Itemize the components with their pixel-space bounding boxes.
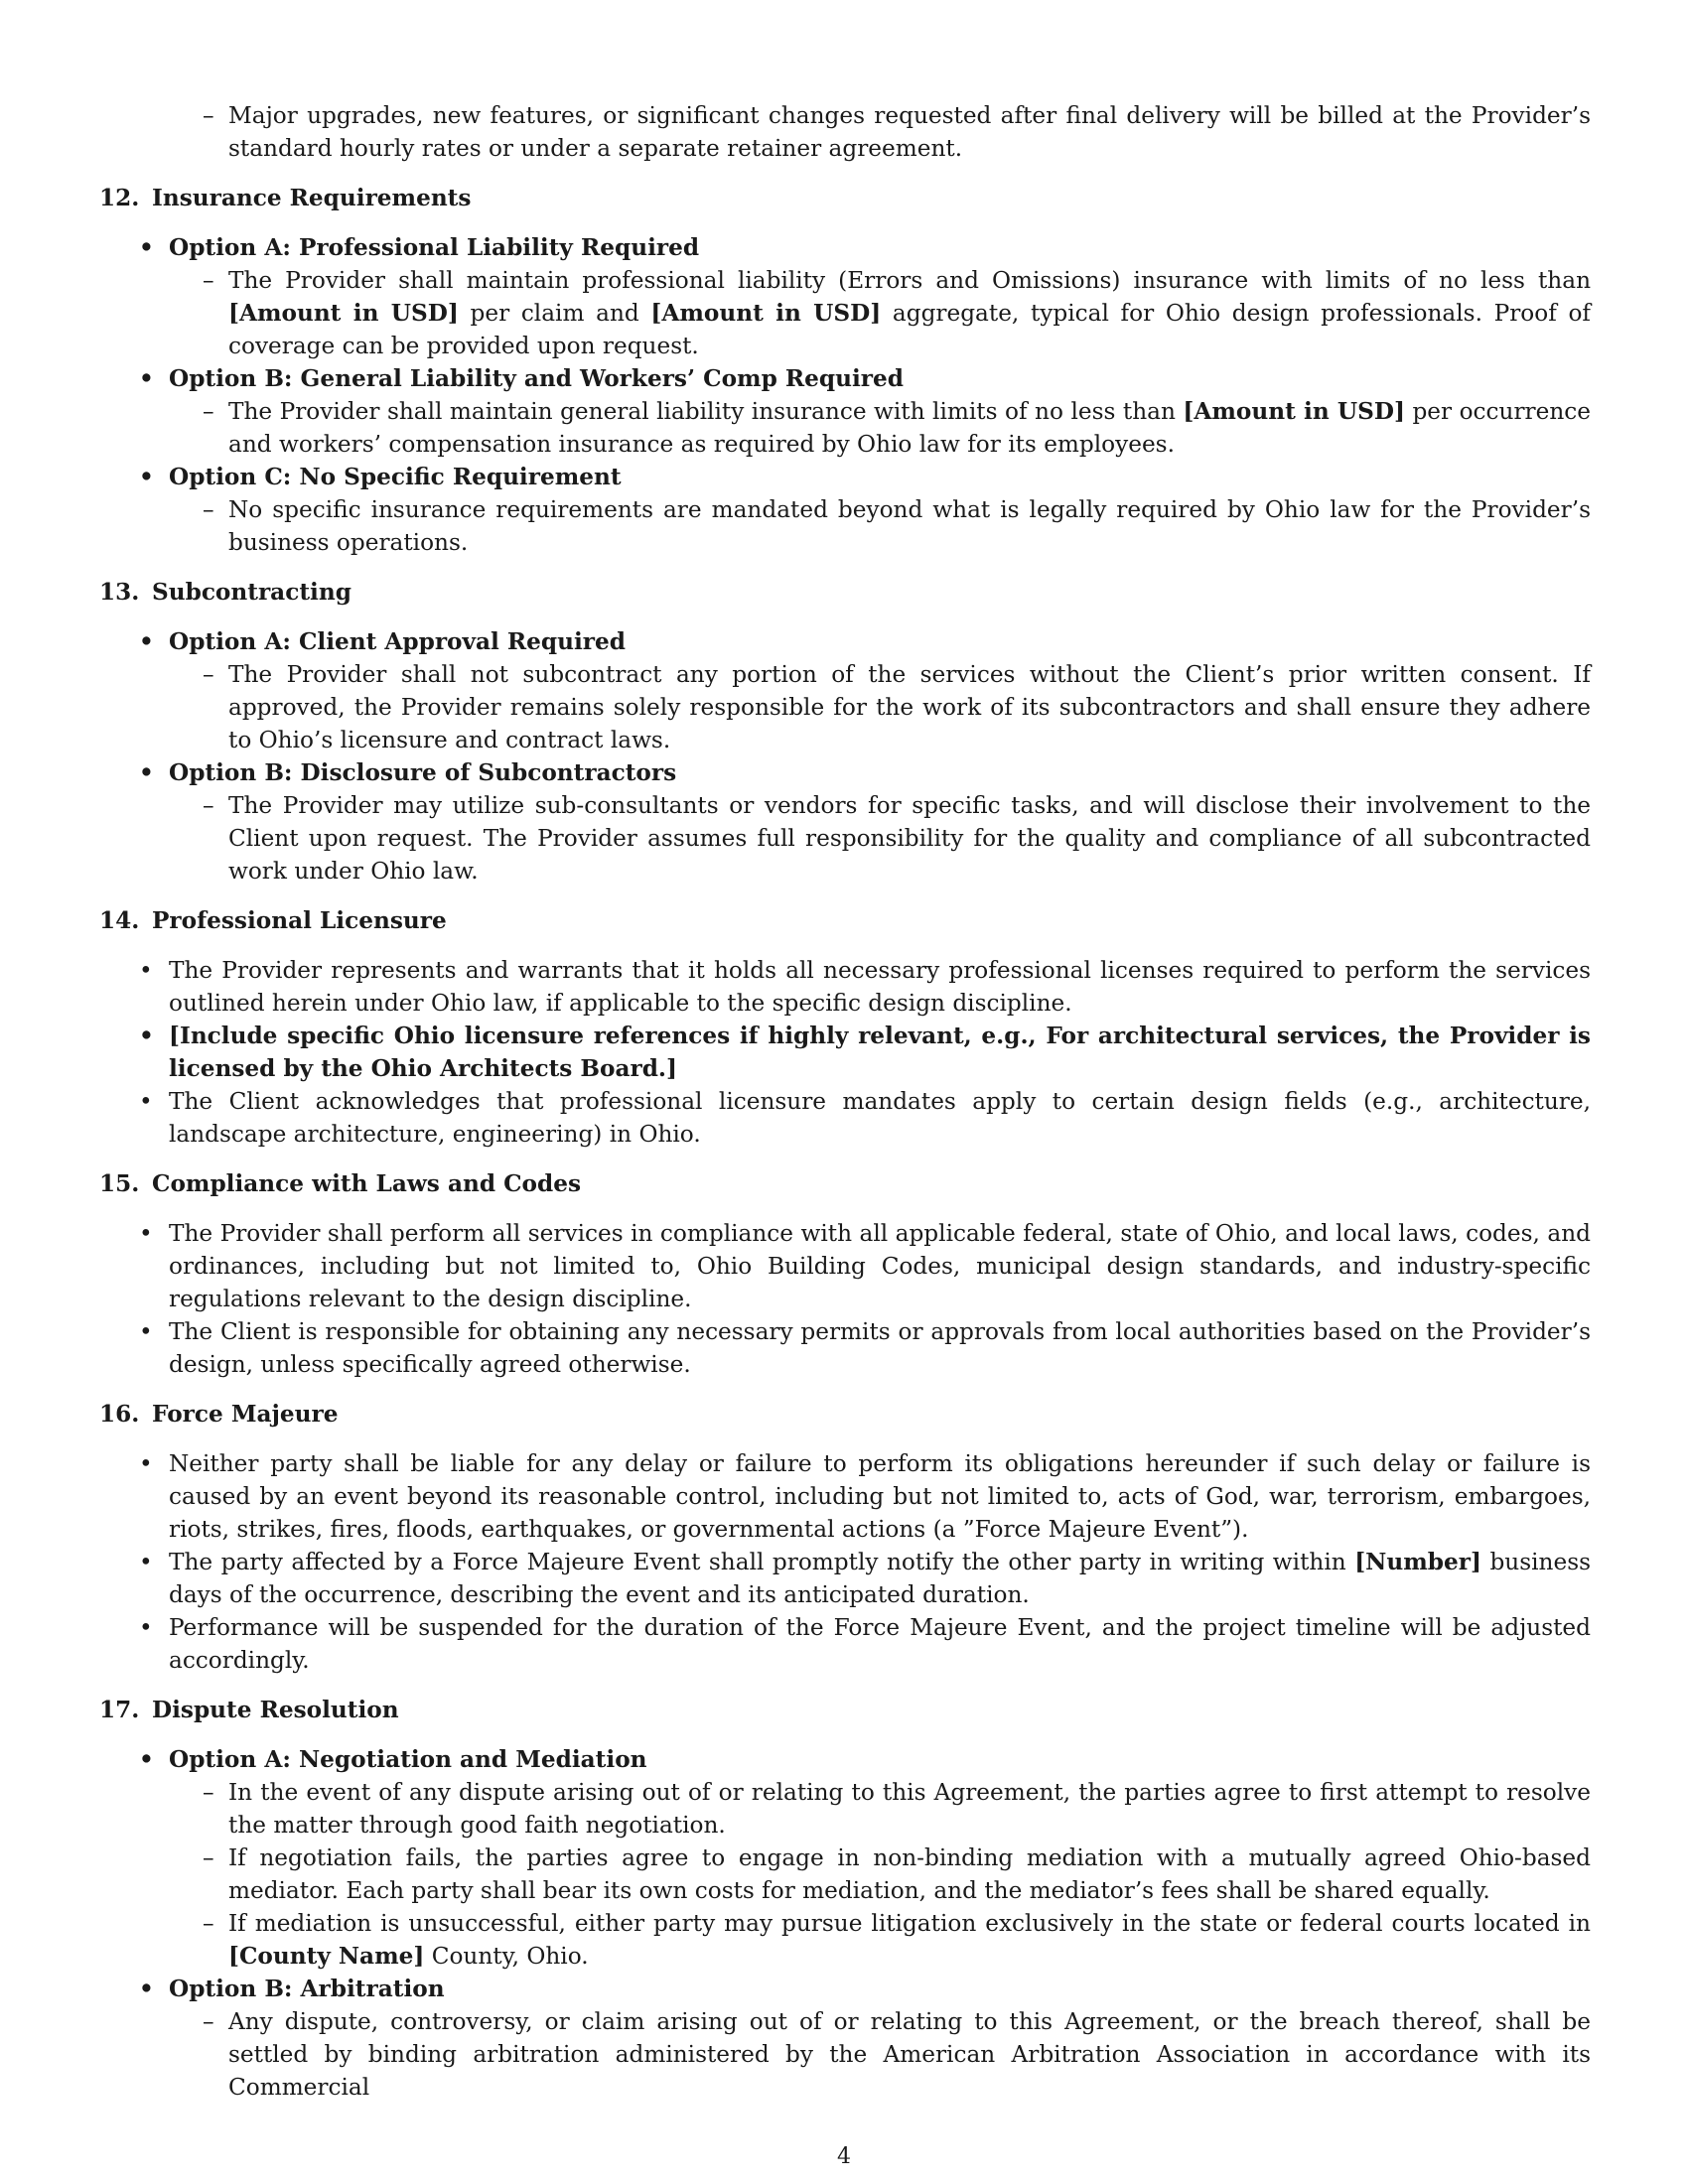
option-b-text: – The Provider may utilize sub-consultants or vendors for specific tasks, and will disclose their involvement to the Client upon request. The Provider assumes full responsibility for the quality and compliance of all subcontracted work under Ohio law. — [99, 789, 1591, 887]
section-12-heading — [99, 182, 1591, 214]
option-a-text: – The Provider shall not subcontract any portion of the services without the Client’s prior written consent. If approved, the Provider remains solely responsible for the work of its subcontractors and shall ensure they adhere to Ohio’s licensure and contract laws. — [99, 658, 1591, 756]
option-b-label: • Option B: General Liability and Workers’ Comp Required — [99, 362, 1591, 395]
section-number: 16. — [99, 1401, 140, 1428]
option-a-text: – If negotiation fails, the parties agree to engage in non-binding mediation with a mutually agreed Ohio-based mediator. Each party shall bear its own costs for mediation, and the mediator’s fees shall be shared equally. — [99, 1842, 1591, 1907]
section-title: Compliance with Laws and Codes — [152, 1170, 582, 1197]
section-title: Dispute Resolution — [152, 1697, 399, 1723]
licensure-placeholder: • [Include specific Ohio licensure references if highly relevant, e.g., For architectural services, the Provider is licensed by the Ohio Architects Board.] — [99, 1020, 1591, 1085]
list-item: • The Client is responsible for obtaining any necessary permits or approvals from local authorities based on the Provider’s design, unless specifically agreed otherwise. — [99, 1315, 1591, 1381]
list-item: • The Provider represents and warrants that it holds all necessary professional licenses required to perform the services outlined herein under Ohio law, if applicable to the specific design discipline. — [99, 954, 1591, 1020]
section-number: 15. — [99, 1170, 140, 1197]
page-content — [99, 99, 1591, 2104]
section-16-heading — [99, 1398, 1591, 1431]
option-a-label: • Option A: Professional Liability Required — [99, 231, 1591, 264]
section-15-heading — [99, 1167, 1591, 1200]
section-number: 14. — [99, 907, 140, 934]
list-item: • The Client acknowledges that professional licensure mandates apply to certain design fields (e.g., architecture, landscape architecture, engineering) in Ohio. — [99, 1085, 1591, 1151]
option-b-text: – Any dispute, controversy, or claim arising out of or relating to this Agreement, or the breach thereof, shall be settled by binding arbitration administered by the American Arbitration Association in accordance with its Commercial — [99, 2005, 1591, 2104]
section-number: 17. — [99, 1697, 140, 1723]
section-title: Professional Licensure — [152, 907, 447, 934]
list-item: • Performance will be suspended for the duration of the Force Majeure Event, and the project timeline will be adjusted accordingly. — [99, 1611, 1591, 1677]
section-title: Subcontracting — [152, 579, 352, 606]
list-item: • The Provider shall perform all services in compliance with all applicable federal, state of Ohio, and local laws, codes, and ordinances, including but not limited to, Ohio Building Codes, municipal design standards, and industry-specific regulations relevant to the design discipline. — [99, 1217, 1591, 1315]
page-number: 4 — [837, 2144, 851, 2169]
option-c-label: • Option C: No Specific Requirement — [99, 461, 1591, 493]
option-a-text: – The Provider shall maintain professional liability (Errors and Omissions) insurance with limits of no less than [Amount in USD] per claim and [Amount in USD] aggregate, typical for Ohio design professionals. Proof of coverage can be provided upon request. — [99, 264, 1591, 362]
section-17-heading — [99, 1694, 1591, 1726]
option-a-text: – In the event of any dispute arising out of or relating to this Agreement, the parties agree to first attempt to resolve the matter through good faith negotiation. — [99, 1776, 1591, 1842]
option-b-label: • Option B: Disclosure of Subcontractors — [99, 756, 1591, 789]
section-14-heading — [99, 904, 1591, 937]
option-b-text: – The Provider shall maintain general liability insurance with limits of no less than [Amount in USD] per occurrence and workers’ compensation insurance as required by Ohio law for its employees. — [99, 395, 1591, 461]
option-a-label: • Option A: Negotiation and Mediation — [99, 1743, 1591, 1776]
section-13-heading — [99, 576, 1591, 609]
option-a-text: – If mediation is unsuccessful, either party may pursue litigation exclusively in the state or federal courts located in [County Name] County, Ohio. — [99, 1907, 1591, 1973]
section-title: Insurance Requirements — [152, 185, 472, 211]
section-title: Force Majeure — [152, 1401, 339, 1428]
option-c-text: – No specific insurance requirements are mandated beyond what is legally required by Ohio law for the Provider’s business operations. — [99, 493, 1591, 559]
carryover-dash-item: – Major upgrades, new features, or significant changes requested after final delivery will be billed at the Provider’s standard hourly rates or under a separate retainer agreement. — [99, 99, 1591, 165]
list-item: • Neither party shall be liable for any delay or failure to perform its obligations hereunder if such delay or failure is caused by an event beyond its reasonable control, including but not limited to, acts of God, war, terrorism, embargoes, riots, strikes, fires, floods, earthquakes, or governmental actions (a ”Force Majeure Event”). — [99, 1447, 1591, 1546]
option-b-label: • Option B: Arbitration — [99, 1973, 1591, 2005]
section-number: 13. — [99, 579, 140, 606]
option-a-label: • Option A: Client Approval Required — [99, 625, 1591, 658]
list-item: • The party affected by a Force Majeure Event shall promptly notify the other party in writing within [Number] business days of the occurrence, describing the event and its anticipated duration. — [99, 1546, 1591, 1611]
section-number: 12. — [99, 185, 140, 211]
